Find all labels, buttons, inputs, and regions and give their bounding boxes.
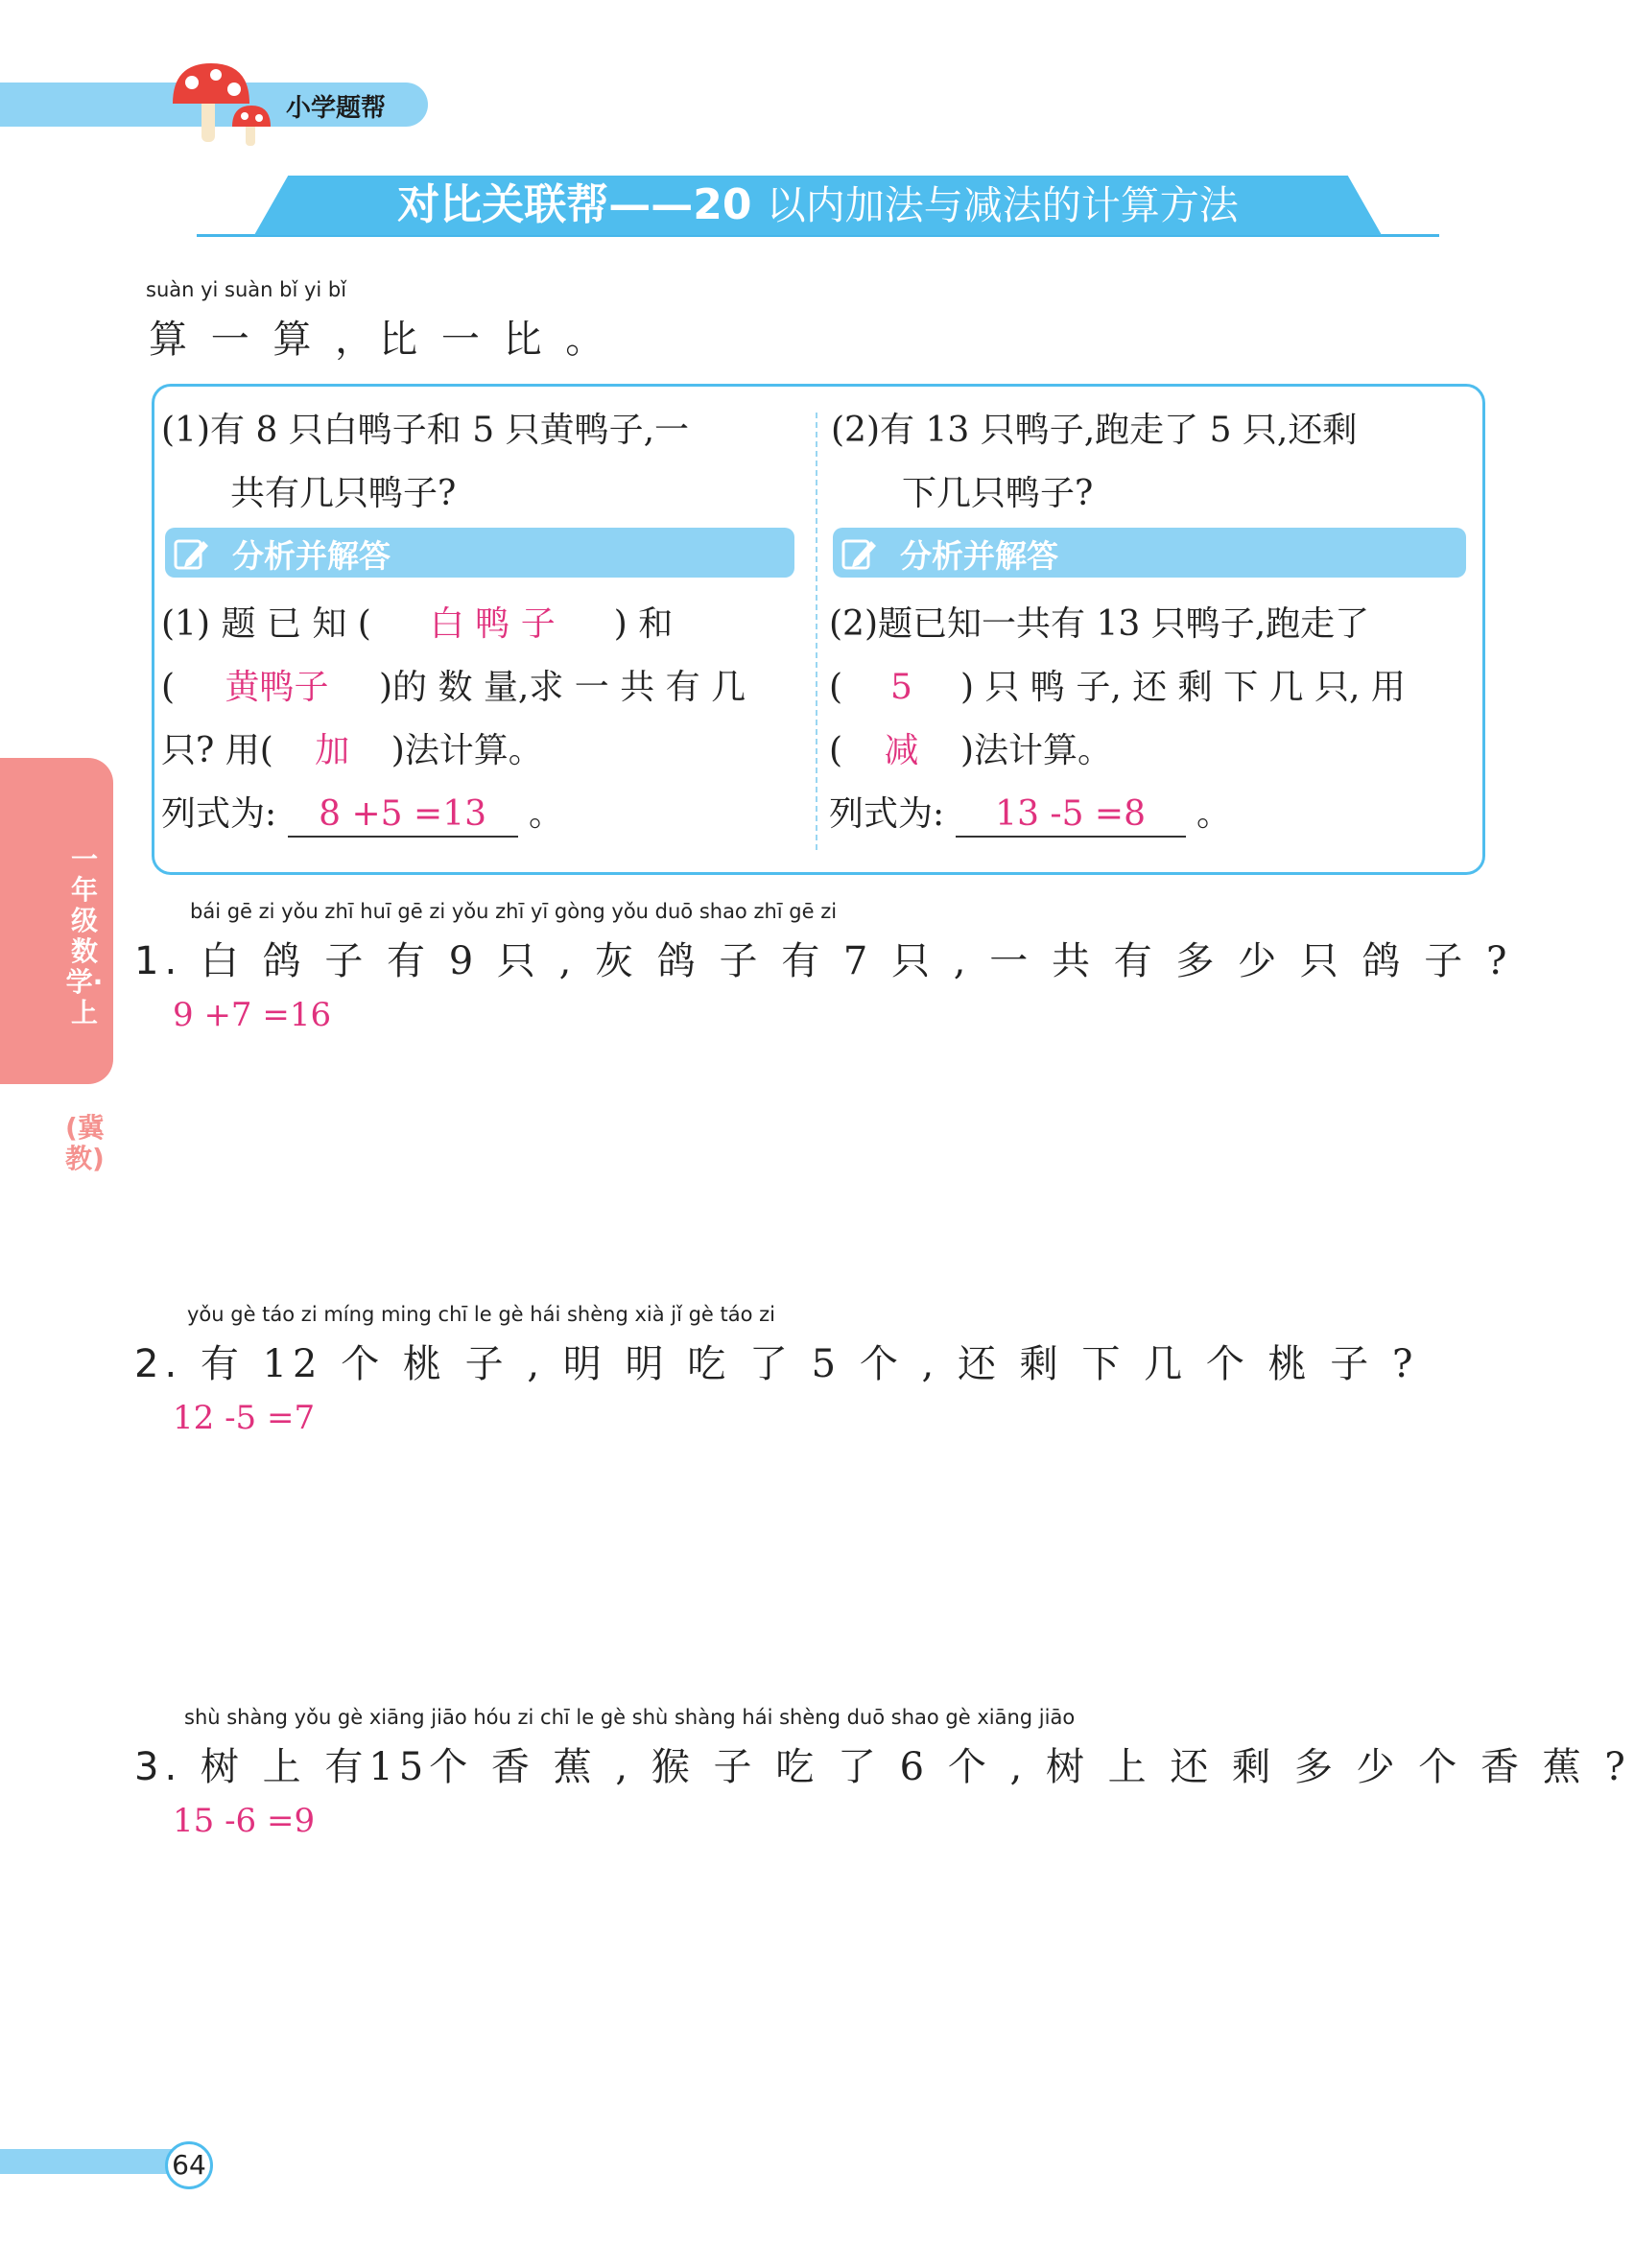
left-a1-pre: (1) 题 已 知 ( bbox=[161, 604, 371, 644]
problem-1-answer: 9 +7 =16 bbox=[173, 996, 332, 1034]
right-question-line2: 下几只鸭子? bbox=[902, 474, 1094, 513]
problem-3-text: 树 上 有15个 香 蕉 , 猴 子 吃 了 6 个 , 树 上 还 剩 多 少 个 香 蕉 ? bbox=[200, 1745, 1631, 1789]
problem-1-number: 1. bbox=[134, 939, 183, 983]
problem-3-number: 3. bbox=[134, 1745, 183, 1789]
pencil-note-icon bbox=[841, 535, 879, 572]
left-a3-pre: 只? 用( bbox=[161, 731, 273, 770]
left-a1-post: ) 和 bbox=[613, 604, 674, 644]
problem-1-text: 白 鸽 子 有 9 只 , 灰 鸽 子 有 7 只 , 一 共 有 多 少 只 鸽 子 ? bbox=[200, 939, 1513, 983]
left-formula: 8 +5 =13 bbox=[288, 793, 518, 838]
left-a3-post: )法计算。 bbox=[391, 731, 543, 770]
left-a2-pre: ( bbox=[161, 668, 176, 707]
section-title bbox=[254, 176, 1382, 235]
problem-1-pinyin: bái gē zi yǒu zhī huī gē zi yǒu zhī yī gòng yǒu duō shao zhī gē zi bbox=[190, 900, 838, 923]
right-a3-post: )法计算。 bbox=[959, 731, 1112, 770]
left-answer-line1 bbox=[161, 593, 673, 656]
right-answer-line2 bbox=[829, 656, 1406, 720]
right-a2-answer: 5 bbox=[890, 668, 912, 707]
right-formula-label: 列式为: bbox=[829, 794, 945, 834]
problem-2-answer: 12 -5 =7 bbox=[173, 1399, 316, 1437]
left-answer-line2 bbox=[161, 656, 746, 720]
left-formula-end: 。 bbox=[529, 794, 564, 834]
right-a2-post: ) 只 鸭 子, 还 剩 下 几 只, 用 bbox=[959, 668, 1406, 707]
right-a3-pre: ( bbox=[829, 731, 843, 770]
left-question-line1: (1)有 8 只白鸭子和 5 只黄鸭子,一 bbox=[161, 411, 690, 450]
problem-3-pinyin: shù shàng yǒu gè xiāng jiāo hóu zi chī le gè shù shàng hái shèng duō shao gè xiāng jiāo bbox=[184, 1706, 1076, 1729]
title-rest: 以内加法与减法的计算方法 bbox=[766, 182, 1239, 228]
problem-2-text: 有 12 个 桃 子 , 明 明 吃 了 5 个 , 还 剩 下 几 个 桃 子 ? bbox=[200, 1342, 1419, 1386]
problem-3 bbox=[134, 1736, 1631, 1791]
right-a2-pre: ( bbox=[829, 668, 843, 707]
left-formula-row bbox=[161, 783, 563, 846]
right-answer-line3 bbox=[829, 720, 1112, 783]
left-a2-answer: 黄鸭子 bbox=[225, 668, 329, 707]
left-question-line2: 共有几只鸭子? bbox=[230, 474, 457, 513]
right-analysis-label: 分析并解答 bbox=[900, 537, 1058, 575]
left-a2-post: )的 数 量,求 一 共 有 几 bbox=[378, 668, 746, 707]
intro-text: 算 一 算 ，比 一 比 。 bbox=[149, 318, 610, 362]
problem-3-answer: 15 -6 =9 bbox=[173, 1802, 316, 1840]
intro-pinyin: suàn yi suàn bǐ yi bǐ bbox=[146, 278, 347, 301]
problem-2-number: 2. bbox=[134, 1342, 183, 1386]
page-number: 64 bbox=[165, 2141, 213, 2189]
edition-label: (冀教) bbox=[65, 1112, 105, 1174]
right-formula-row bbox=[829, 783, 1231, 846]
box-divider bbox=[816, 413, 817, 850]
footer-band bbox=[0, 2149, 182, 2174]
grade-label: 一年级数学·上 bbox=[65, 843, 104, 1028]
problem-1 bbox=[134, 931, 1512, 985]
left-analysis-label: 分析并解答 bbox=[232, 537, 391, 575]
title-main: 对比关联帮——20 bbox=[397, 180, 752, 229]
pencil-note-icon bbox=[173, 535, 211, 572]
right-a3-answer: 减 bbox=[884, 731, 919, 770]
left-formula-label: 列式为: bbox=[161, 794, 277, 834]
left-a3-answer: 加 bbox=[315, 731, 350, 770]
left-a1-answer: 白 鸭 子 bbox=[429, 604, 556, 644]
left-answer-line3 bbox=[161, 720, 543, 783]
right-question-line1: (2)有 13 只鸭子,跑走了 5 只,还剩 bbox=[831, 411, 1358, 450]
right-formula-end: 。 bbox=[1196, 794, 1232, 834]
problem-2-pinyin: yǒu gè táo zi míng ming chī le gè hái shèng xià jǐ gè táo zi bbox=[187, 1303, 776, 1326]
right-answer-line1: (2)题已知一共有 13 只鸭子,跑走了 bbox=[829, 604, 1370, 644]
brand-name: 小学题帮 bbox=[286, 94, 387, 123]
right-formula: 13 -5 =8 bbox=[956, 793, 1186, 838]
mushroom-icon bbox=[163, 58, 278, 149]
problem-2 bbox=[134, 1334, 1418, 1388]
